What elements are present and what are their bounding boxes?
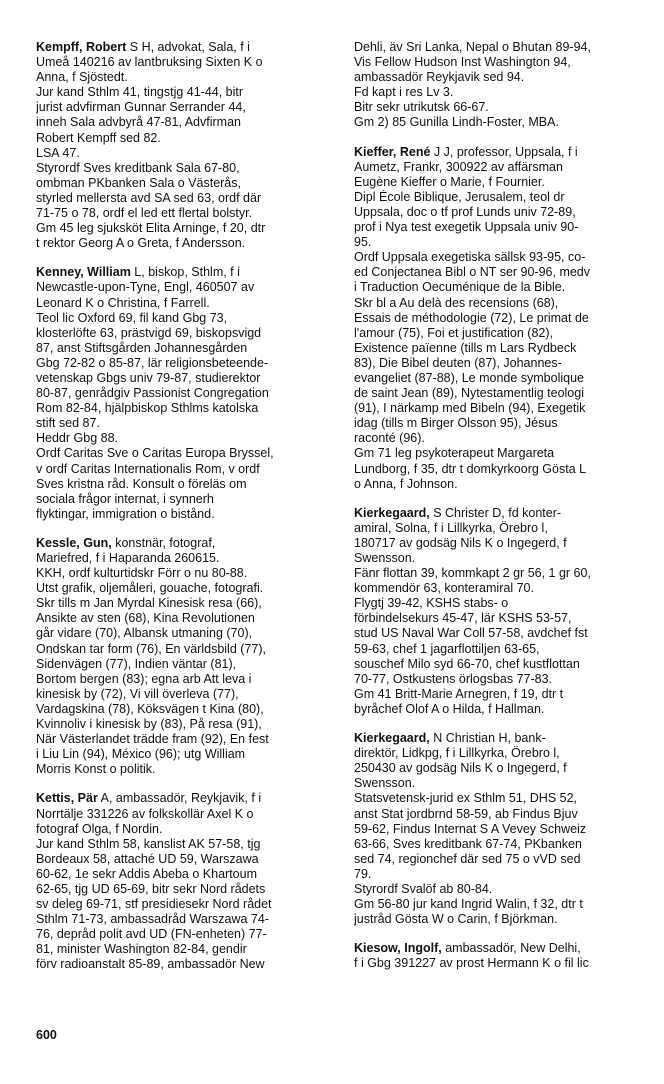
entry-text: Utst grafik, oljemåleri, gouache, fotografi. (36, 581, 264, 596)
entry-line (354, 220, 652, 235)
entry-text: ambassadör Reykjavik sed 94. (354, 70, 525, 85)
entry-text: Ansikte av sten (68), Kina Revolutionen (36, 611, 255, 626)
entry-text: 70-77, Ostkustens örlogsbas 77-83. (354, 671, 553, 686)
entry-line (36, 687, 334, 702)
entry-text: 81, minister Washington 82-84, gendir (36, 942, 247, 957)
entry-text: kinesisk by (72), Vi vill överleva (77), (36, 686, 239, 701)
entry-text: Dehli, äv Sri Lanka, Nepal o Bhutan 89-94, (354, 40, 591, 54)
entry-text: vetenskap Gbgs univ 79-87, studierektor (36, 370, 261, 385)
entry-line (36, 446, 334, 461)
entry-text: Robert Kempff sed 82. (36, 130, 161, 145)
entry-text: Sthlm 71-73, ambassadråd Warszawa 74- (36, 912, 269, 927)
entry-text: evangeliet (87-88), Le monde symbolique (354, 370, 584, 385)
entry-text: Uppsala, doc o tf prof Lunds univ 72-89, (354, 204, 576, 219)
entry-text: Jur kand Sthlm 41, tingstjg 41-44, bitr (36, 85, 244, 100)
entry-text: anst Stat jordbrnd 58-59, ab Findus Bjuv (354, 806, 578, 821)
entry-text: LSA 47. (36, 145, 80, 160)
entry-text: Gm 41 Britt-Marie Arnegren, f 19, dtr t (354, 686, 564, 701)
entry-name: Kettis, Pär (36, 791, 98, 806)
entry-line (36, 386, 334, 401)
entry-text: 95. (354, 235, 372, 250)
entry-line (354, 672, 652, 687)
entry-text: Bortom bergen (83); egna arb Att leva i (36, 671, 252, 686)
entry-name: Kieffer, René (354, 144, 431, 159)
entry-line (354, 280, 652, 295)
entry-text: Gm 2) 85 Gunilla Lindh-Foster, MBA. (354, 115, 559, 130)
entry-line (36, 492, 334, 507)
entry-text: Skr tills m Jan Myrdal Kinesisk resa (66), (36, 596, 262, 611)
entry-text: Dipl École Biblique, Jerusalem, teol dr (354, 189, 565, 204)
entry-text: i Liu Lin (94), México (96); utg William (36, 747, 246, 762)
entry-text: idag (tills m Birger Olsson 95), Jésus (354, 416, 558, 431)
entry-text: amiral, Solna, f i Lillkyrka, Örebro l, (354, 520, 548, 535)
entry-text: Essais de méthodologie (72), Le primat de (354, 310, 589, 325)
entry-text: Styrordf Sves kreditbank Sala 67-80, (36, 160, 240, 175)
entry-line (354, 776, 652, 791)
entry-line (354, 205, 652, 220)
entry-text: Leonard K o Christina, f Farrell. (36, 295, 210, 310)
entry-text: Ordf Uppsala exegetiska sällsk 93-95, co- (354, 250, 586, 265)
entry-line (36, 837, 334, 852)
entry-line (354, 115, 652, 130)
entry-text: l'amour (75), Foi et justification (82), (354, 325, 553, 340)
entry-line (36, 852, 334, 867)
entry-line (354, 311, 652, 326)
biography-entry-kierkegaard-christer (354, 506, 652, 717)
entry-line (36, 912, 334, 927)
entry-text: justråd Gösta W o Carin, f Björkman. (354, 912, 558, 927)
entry-line (36, 897, 334, 912)
entry-line (36, 85, 334, 100)
entry-name: Kenney, William (36, 265, 131, 280)
entry-line (354, 341, 652, 356)
entry-line (354, 956, 652, 971)
entry-text: Bordeaux 58, attaché UD 59, Warszawa (36, 851, 259, 866)
entry-line (354, 431, 652, 446)
entry-text: souschef Milo syd 66-70, chef kustflottan (354, 656, 580, 671)
entry-text: sed 74, regionchef där sed 75 o vVD sed (354, 851, 581, 866)
entry-line (36, 507, 334, 522)
entry-line (36, 70, 334, 85)
entry-text: Ondskan tar form (76), En världsbild (77), (36, 641, 266, 656)
entry-line (36, 657, 334, 672)
entry-line (36, 882, 334, 897)
entry-line (36, 867, 334, 882)
entry-text: Kvinnoliv i kinesisk by (83), På resa (91), (36, 717, 262, 732)
entry-line (354, 386, 652, 401)
entry-line (354, 791, 652, 806)
entry-line (36, 191, 334, 206)
entry-text: Sidenvägen (77), Indien väntar (81), (36, 656, 237, 671)
entry-text: Jur kand Sthlm 58, kanslist AK 57-58, tjg (36, 836, 261, 851)
entry-text: Flygtj 39-42, KSHS stabs- o (354, 596, 509, 611)
entry-text: Existence païenne (tills m Lars Rydbeck (354, 340, 577, 355)
entry-line (36, 642, 334, 657)
entry-line (36, 747, 334, 762)
entry-text: i Traduction Oecuménique de la Bible. (354, 280, 566, 295)
entry-text: klosterlöfte 63, prästvigd 69, biskopsvigd (36, 325, 262, 340)
entry-line (354, 416, 652, 431)
entry-text: S H, advokat, Sala, f i (126, 40, 250, 54)
entry-text: A, ambassadör, Reykjavik, f i (97, 791, 262, 806)
entry-text: Ordf Caritas Sve o Caritas Europa Bryssel, (36, 446, 274, 461)
entry-line (36, 40, 334, 55)
entry-text: direktör, Lidkpg, f i Lillkyrka, Örebro l, (354, 746, 560, 761)
entry-text: ambassadör, New Delhi, (441, 941, 581, 956)
entry-line (354, 611, 652, 626)
entry-text: (91), I närkamp med Bibeln (94), Exegetik (354, 401, 586, 416)
entry-line (354, 852, 652, 867)
entry-line (36, 401, 334, 416)
entry-text: ed Conjectanea Bibl o NT ser 90-96, medv (354, 265, 591, 280)
entry-line (354, 642, 652, 657)
entry-line (354, 626, 652, 641)
entry-text: förbindelsekurs 45-47, lär KSHS 53-57, (354, 611, 572, 626)
entry-text: kommendör 63, konteramiral 70. (354, 581, 534, 596)
entry-line (36, 221, 334, 236)
entry-text: L, biskop, Sthlm, f i (130, 265, 240, 280)
biography-entry-kessle-gun (36, 536, 334, 778)
entry-line (354, 941, 652, 956)
entry-text: ombman PKbanken Sala o Västerås, (36, 175, 241, 190)
right-column (354, 40, 652, 985)
entry-line (354, 70, 652, 85)
entry-text: Skr bl a Au delà des recensions (68), (354, 295, 559, 310)
entry-text: 71-75 o 78, ordf el led ett flertal bolstyr. (36, 206, 253, 221)
entry-line (36, 702, 334, 717)
entry-text: Newcastle-upon-Tyne, Engl, 460507 av (36, 280, 255, 295)
entry-line (36, 807, 334, 822)
entry-text: Heddr Gbg 88. (36, 431, 118, 446)
entry-line (354, 536, 652, 551)
entry-line (354, 235, 652, 250)
entry-line (36, 822, 334, 837)
entry-line (36, 341, 334, 356)
entry-name: Kierkegaard, (354, 731, 430, 746)
entry-line (36, 206, 334, 221)
entry-text: Aumetz, Frankr, 300922 av affärsman (354, 159, 563, 174)
entry-line (36, 551, 334, 566)
entry-text: 76, depråd polit avd UD (FN-enheten) 77- (36, 927, 267, 942)
entry-line (36, 416, 334, 431)
entry-text: Gbg 72-82 o 85-87, lär religionsbeteende- (36, 355, 269, 370)
entry-text: 59-62, Findus Internat S A Vevey Schweiz (354, 821, 587, 836)
entry-line (354, 822, 652, 837)
entry-line (36, 176, 334, 191)
entry-line (354, 401, 652, 416)
entry-text: Fd kapt i res Lv 3. (354, 85, 454, 100)
entry-line (354, 250, 652, 265)
entry-text: 59-63, chef 1 jagarflottiljen 63-65, (354, 641, 540, 656)
entry-text: sociala frågor internat, i synnerh (36, 491, 214, 506)
entry-text: 250430 av godsäg Nils K o Ingegerd, f (354, 761, 567, 776)
entry-text: flyktingar, immigration o bistånd. (36, 506, 215, 521)
entry-text: När Västerlandet trädde fram (92), En fest (36, 732, 269, 747)
entry-line (354, 85, 652, 100)
entry-text: jurist advfirman Gunnar Serrander 44, (36, 100, 246, 115)
entry-text: Vis Fellow Hudson Inst Washington 94, (354, 55, 571, 70)
entry-line (36, 161, 334, 176)
entry-line (36, 717, 334, 732)
biography-entry-kierkegaard-christian (354, 731, 652, 927)
entry-text: styrled mellersta avd SA sed 63, ordf där (36, 190, 262, 205)
entry-text: sv deleg 69-71, stf presidiesekr Nord rådet (36, 897, 272, 912)
entry-line (36, 296, 334, 311)
biography-entry-kempff-robert (36, 40, 334, 251)
entry-line (354, 55, 652, 70)
entry-text: Gm 71 leg psykoterapeut Margareta (354, 446, 555, 461)
entry-line (354, 702, 652, 717)
entry-line (36, 566, 334, 581)
entry-text: KKH, ordf kulturtidskr Förr o nu 80-88. (36, 566, 248, 581)
entry-line (36, 131, 334, 146)
left-column (36, 40, 334, 987)
entry-line (36, 55, 334, 70)
entry-text: 80-87, genrådgiv Passionist Congregation (36, 386, 269, 401)
entry-line (354, 371, 652, 386)
entry-text: prof i Nya test exegetik Uppsala univ 90- (354, 220, 579, 235)
entry-text: Mariefred, f i Haparanda 260615. (36, 551, 220, 565)
entry-line (354, 581, 652, 596)
entry-text: 60-62, 1e sekr Addis Abeba o Khartoum (36, 866, 257, 881)
entry-text: Bitr sekr utrikutsk 66-67. (354, 100, 489, 115)
entry-text: Swensson. (354, 776, 416, 791)
entry-text: konstnär, fotograf, (111, 535, 216, 550)
entry-line (36, 611, 334, 626)
entry-line (354, 506, 652, 521)
entry-text: 83), Die Bibel deuten (87), Johannes- (354, 355, 562, 370)
entry-line (354, 657, 652, 672)
entry-text: f i Gbg 391227 av prost Hermann K o fil lic (354, 956, 589, 971)
entry-name: Kiesow, Ingolf, (354, 941, 442, 956)
entry-line (354, 897, 652, 912)
entry-line (36, 536, 334, 551)
entry-name: Kierkegaard, (354, 505, 430, 520)
entry-line (36, 477, 334, 492)
entry-text: Anna, f Sjöstedt. (36, 70, 128, 85)
entry-line (354, 746, 652, 761)
biography-entry-kieffer-rene (354, 145, 652, 492)
entry-text: förv radioanstalt 85-89, ambassadör New (36, 957, 265, 972)
entry-line (354, 596, 652, 611)
entry-line (354, 521, 652, 536)
entry-line (36, 280, 334, 295)
entry-line (36, 581, 334, 596)
entry-line (354, 160, 652, 175)
entry-line (36, 356, 334, 371)
entry-line (354, 837, 652, 852)
entry-text: går vidare (70), Albansk utmaning (70), (36, 626, 253, 641)
entry-text: byråchef Olof A o Hilda, f Hallman. (354, 701, 545, 716)
entry-line (36, 762, 334, 777)
entry-line (36, 100, 334, 115)
entry-line (354, 145, 652, 160)
entry-line (36, 265, 334, 280)
biography-entry-kenney-william (36, 265, 334, 522)
entry-line (354, 867, 652, 882)
entry-line (354, 477, 652, 492)
entry-text: de saint Jean (89), Nytestamentlig teologi (354, 386, 584, 401)
entry-line (354, 296, 652, 311)
entry-line (354, 807, 652, 822)
entry-text: Lundborg, f 35, dtr t domkyrkoorg Gösta L (354, 461, 587, 476)
entry-line (354, 882, 652, 897)
entry-line (36, 115, 334, 130)
entry-text: J J, professor, Uppsala, f i (430, 144, 578, 159)
entry-text: Rom 82-84, hjälpbiskop Sthlms katolska (36, 401, 259, 416)
entry-text: Teol lic Oxford 69, fil kand Gbg 73, (36, 310, 228, 325)
entry-line (36, 146, 334, 161)
entry-line (354, 326, 652, 341)
entry-line (354, 731, 652, 746)
entry-line (354, 566, 652, 581)
entry-text: raconté (96). (354, 431, 425, 446)
entry-text: Umeå 140216 av lantbruksing Sixten K o (36, 55, 263, 70)
entry-text: stud US Naval War Coll 57-58, avdchef fst (354, 626, 588, 641)
entry-line (354, 265, 652, 280)
entry-line (36, 326, 334, 341)
entry-line (354, 356, 652, 371)
entry-line (354, 175, 652, 190)
entry-text: Gm 56-80 jur kand Ingrid Walin, f 32, dtr t (354, 897, 583, 912)
entry-line (36, 626, 334, 641)
entry-text: Swensson. (354, 551, 416, 565)
entry-text: 62-65, tjg UD 65-69, bitr sekr Nord rådets (36, 881, 266, 896)
entry-text: fotograf Olga, f Nordin. (36, 821, 163, 836)
entry-text: Morris Konst o politik. (36, 762, 156, 777)
entry-line (354, 687, 652, 702)
entry-line (354, 446, 652, 461)
entry-text: Statsvetensk-jurid ex Sthlm 51, DHS 52, (354, 791, 578, 806)
entry-text: t rektor Georg A o Greta, f Andersson. (36, 236, 246, 251)
entry-text: S Christer D, fd konter- (429, 505, 562, 520)
entry-line (354, 761, 652, 776)
entry-text: 180717 av godsäg Nils K o Ingegerd, f (354, 535, 567, 550)
entry-text: N Christian H, bank- (429, 731, 546, 746)
entry-line (36, 791, 334, 806)
biography-entry-kiesow-ingolf (354, 941, 652, 971)
entry-line (354, 912, 652, 927)
entry-line (36, 236, 334, 251)
entry-line (36, 732, 334, 747)
entry-text: 79. (354, 866, 372, 881)
entry-text: Sves kristna råd. Konsult o föreläs om (36, 476, 247, 491)
entry-text: Eugène Kieffer o Marie, f Fournier. (354, 174, 545, 189)
entry-text: Norrtälje 331226 av folkskollär Axel K o (36, 806, 254, 821)
entry-line (36, 371, 334, 386)
entry-line (354, 190, 652, 205)
entry-line (354, 462, 652, 477)
entry-text: Gm 45 leg sjuksköt Elita Arninge, f 20, dtr (36, 221, 266, 236)
entry-line (354, 551, 652, 566)
entry-line (36, 311, 334, 326)
entry-text: Fänr flottan 39, kommkapt 2 gr 56, 1 gr 60, (354, 566, 591, 581)
entry-text: stift sed 87. (36, 416, 100, 431)
entry-text: 63-66, Sves kreditbank 67-74, PKbanken (354, 836, 582, 851)
entry-line (354, 100, 652, 115)
entry-text: Vardagskina (78), Köksvägen t Kina (80), (36, 701, 264, 716)
entry-line (36, 957, 334, 972)
entry-text: o Anna, f Johnson. (354, 476, 458, 491)
biography-entry-kettis-par-cont (354, 40, 652, 131)
entry-text: inneh Sala advbyrå 47-81, Advfirman (36, 115, 241, 130)
entry-name: Kessle, Gun, (36, 535, 112, 550)
entry-text: 87, anst Stiftsgården Johannesgården (36, 340, 248, 355)
entry-line (36, 672, 334, 687)
entry-line (36, 927, 334, 942)
entry-text: v ordf Caritas Internationalis Rom, v ordf (36, 461, 260, 476)
page-number: 600 (36, 1028, 57, 1042)
entry-line (36, 431, 334, 446)
entry-line (354, 40, 652, 55)
entry-line (36, 596, 334, 611)
entry-line (36, 462, 334, 477)
biography-entry-kettis-par (36, 791, 334, 972)
entry-name: Kempff, Robert (36, 40, 127, 54)
entry-text: Styrordf Svalöf ab 80-84. (354, 881, 493, 896)
entry-line (36, 942, 334, 957)
